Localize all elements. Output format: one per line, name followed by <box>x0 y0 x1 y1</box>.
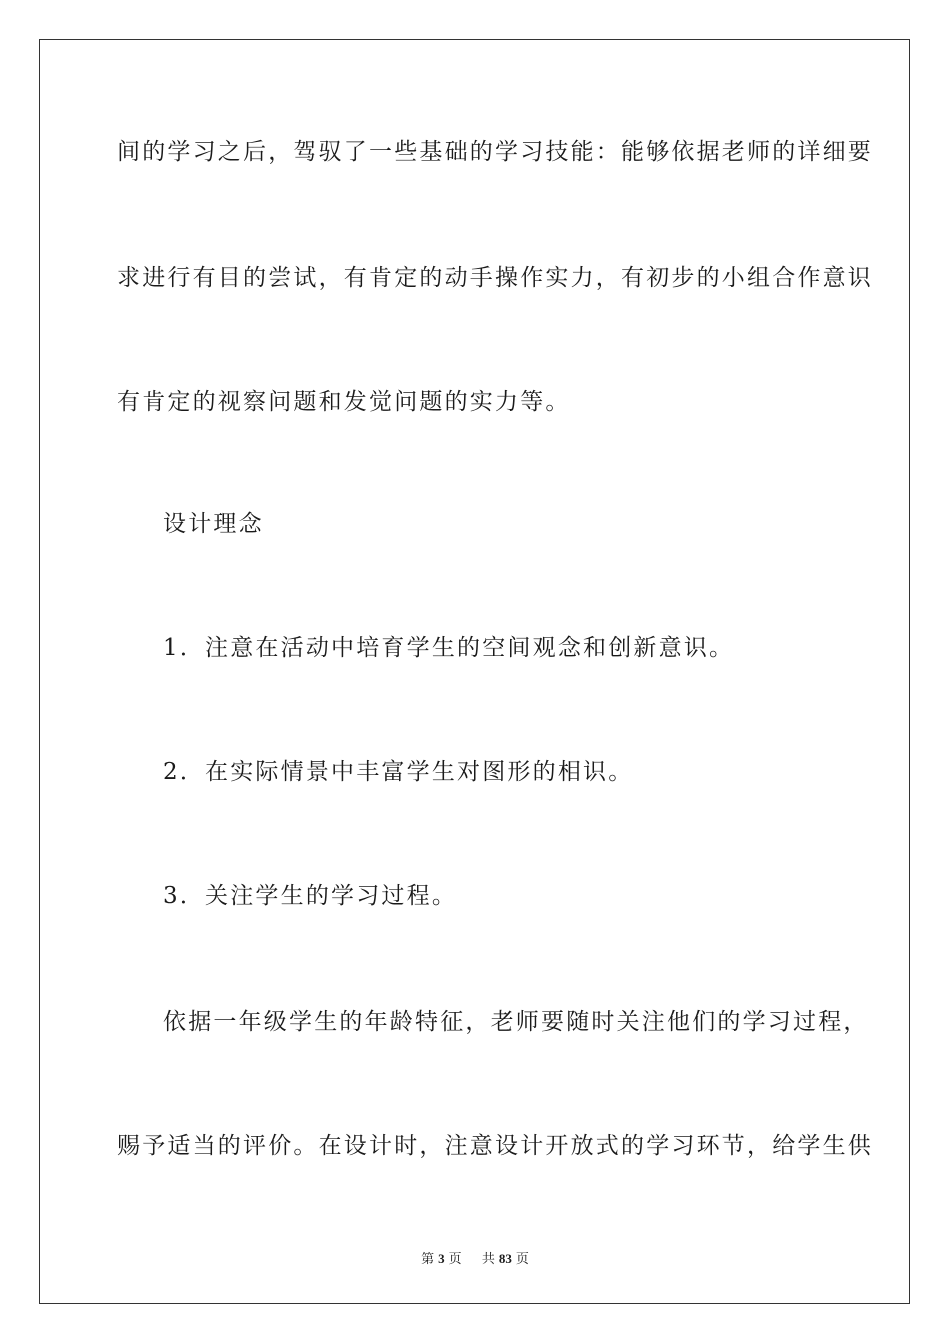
page-suffix: 页 <box>448 1252 462 1267</box>
page-indicator <box>417 1252 466 1267</box>
list-item-1: 1．注意在活动中培育学生的空间观念和创新意识。 <box>163 635 735 661</box>
paragraph-line-5: 赐予适当的评价。在设计时，注意设计开放式的学习环节，给学生供 <box>117 1133 873 1159</box>
page-border <box>39 39 910 1304</box>
section-heading: 设计理念 <box>163 511 264 537</box>
list-item-2: 2．在实际情景中丰富学生对图形的相识。 <box>163 759 634 785</box>
total-suffix: 页 <box>515 1252 529 1267</box>
total-indicator <box>478 1252 533 1267</box>
page-footer <box>0 1248 950 1267</box>
paragraph-line-4: 依据一年级学生的年龄特征，老师要随时关注他们的学习过程， <box>163 1009 869 1035</box>
page-prefix: 第 <box>421 1252 435 1267</box>
paragraph-line-2: 求进行有目的尝试，有肯定的动手操作实力，有初步的小组合作意识 <box>117 265 873 291</box>
paragraph-line-3: 有肯定的视察问题和发觉问题的实力等。 <box>117 389 571 415</box>
list-item-3: 3．关注学生的学习过程。 <box>163 883 458 909</box>
total-pages: 83 <box>498 1251 512 1266</box>
paragraph-line-1: 间的学习之后，驾驭了一些基础的学习技能：能够依据老师的详细要 <box>117 139 873 165</box>
total-prefix: 共 <box>481 1252 495 1267</box>
page-number: 3 <box>438 1251 445 1266</box>
